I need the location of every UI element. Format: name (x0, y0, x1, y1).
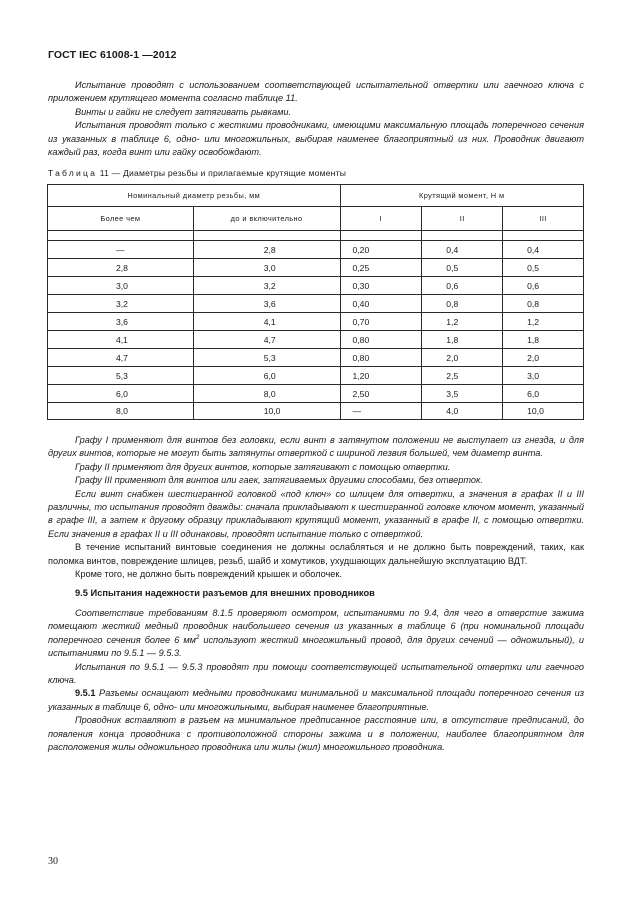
table-cell: 0,5 (422, 259, 503, 277)
table-cell: 0,25 (340, 259, 422, 277)
header-upto: до и включительно (193, 207, 340, 231)
table-cell: 0,80 (340, 331, 422, 349)
paragraph: Графу II применяют для других винтов, которые затягивают с помощью отвертки. (75, 461, 451, 472)
paragraph: Кроме того, не должно быть повреждений крышек и оболочек. (75, 569, 342, 580)
intro-text (48, 79, 584, 159)
table-cell: 6,0 (193, 367, 340, 385)
table-cell: 3,2 (193, 277, 340, 295)
table-cell: 0,6 (503, 277, 584, 295)
table-cell: 2,0 (503, 349, 584, 367)
table-row (48, 259, 584, 277)
table-cell: 3,5 (422, 385, 503, 403)
paragraph-part: используют жесткий многожильный провод, для других сечений — одножильный), и испытаниями по 9.5.1 — 9.5.3. (48, 634, 584, 659)
table-cell: 1,20 (340, 367, 422, 385)
table-cell: 6,0 (48, 385, 194, 403)
paragraph: Винты и гайки не следует затягивать рывками. (75, 106, 292, 117)
table-cell: 4,7 (48, 349, 194, 367)
header-col-ii: II (422, 207, 503, 231)
table-cell: 3,6 (193, 295, 340, 313)
page-number: 30 (48, 856, 58, 867)
header-over: Более чем (48, 207, 194, 231)
table-cell: 8,0 (48, 403, 194, 420)
table-cell: 0,40 (340, 295, 422, 313)
table-cell: 0,20 (340, 241, 422, 259)
table-cell: 0,70 (340, 313, 422, 331)
paragraph: Испытания проводят только с жесткими проводниками, имеющими максимальную площадь поперечного сечения из указанных в таблице 6, одно- или многожильных, выбирая наименее благоприятный из них. Проводник двигают каждый раз, когда винт или гайку освобождают. (48, 120, 584, 158)
table-cell: 4,1 (193, 313, 340, 331)
paragraph: Проводник вставляют в разъем на минимальное предписанное расстояние или, в отсутствие предписаний, до появления конца проводника с противоположной стороны зажима и в положении, наиболее благоприятном для расположения жилы одножильного проводника или жилы (жил) многожильного проводника. (48, 715, 584, 752)
table-cell: 6,0 (503, 385, 584, 403)
paragraph: Если винт снабжен шестигранной головкой «под ключ» со шлицем для отвертки, а значения в графах II и III различны, то испытания проводят дважды: сначала прикладывают к шестигранной головке ключом момент, указанный в графе III, а затем к другому образцу прикладывают крутящий момент, указанный в графе II, с помощью отвертки. Если значения в графах II и III одинаковы, проводят испытание только с отверткой. (48, 488, 584, 539)
table-cell: 2,5 (422, 367, 503, 385)
table-cell: 1,8 (422, 331, 503, 349)
table-cell: 5,3 (48, 367, 194, 385)
table-cell: 4,0 (422, 403, 503, 420)
table-caption-word: Таблица (48, 168, 98, 178)
paragraph-part: Разъемы оснащают медными проводниками минимальной и максимальной площади поперечного сечения из указанных в таблице 6, одно- или многожильными, выбирая наименее благоприятные. (48, 688, 584, 712)
table-cell: 2,50 (340, 385, 422, 403)
table-cell: 8,0 (193, 385, 340, 403)
table-subheader-row (48, 207, 584, 231)
table-cell: 3,0 (48, 277, 194, 295)
table-cell: 10,0 (503, 403, 584, 420)
header-col-i: I (340, 207, 422, 231)
table-cell: 0,8 (503, 295, 584, 313)
section-heading: 9.5 Испытания надежности разъемов для внешних проводников (75, 588, 375, 599)
table-cell: — (48, 241, 194, 259)
table-cell: 3,0 (503, 367, 584, 385)
table-cell: 0,5 (503, 259, 584, 277)
table-row (48, 349, 584, 367)
paragraph: Графу III применяют для винтов или гаек, затягиваемых другими способами, без отверток. (75, 475, 483, 486)
superscript: 2 (195, 634, 200, 641)
table-cell: 3,6 (48, 313, 194, 331)
table-cell: 2,8 (193, 241, 340, 259)
header-diameter: Номинальный диаметр резьбы, мм (48, 185, 341, 207)
table-cell: 3,0 (193, 259, 340, 277)
table-cell: 5,3 (193, 349, 340, 367)
table-header-row (48, 185, 584, 207)
paragraph (48, 687, 584, 714)
table-spacer (48, 231, 584, 241)
paragraph: Испытания по 9.5.1 — 9.5.3 проводят при помощи соответствующей испытательной отвертки или гаечного ключа. (48, 661, 584, 685)
table-row (48, 277, 584, 295)
table-cell: 0,30 (340, 277, 422, 295)
header-torque: Крутящий момент, Н м (340, 185, 584, 207)
table-caption (48, 168, 346, 178)
paragraph (48, 607, 584, 661)
paragraph: Испытание проводят с использованием соответствующей испытательной отвертки или гаечного ключа с приложением крутящего момента согласно таблице 11. (48, 80, 584, 104)
table-cell: 4,7 (193, 331, 340, 349)
table-cell: 2,0 (422, 349, 503, 367)
table-cell: 1,8 (503, 331, 584, 349)
table-row (48, 241, 584, 259)
table-cell: — (340, 403, 422, 420)
table-cell: 2,8 (48, 259, 194, 277)
table-row (48, 313, 584, 331)
table-cell: 10,0 (193, 403, 340, 420)
table-row (48, 403, 584, 420)
clause-number: 9.5.1 (75, 688, 96, 699)
table-row (48, 295, 584, 313)
table-row (48, 331, 584, 349)
notes-text (48, 434, 584, 754)
document-header: ГОСТ IEC 61008-1 —2012 (48, 49, 177, 61)
table-cell: 4,1 (48, 331, 194, 349)
table-caption-text: 11 — Диаметры резьбы и прилагаемые крутящие моменты (99, 168, 347, 178)
table-cell: 1,2 (422, 313, 503, 331)
table-cell: 0,4 (422, 241, 503, 259)
table-cell: 3,2 (48, 295, 194, 313)
table-row (48, 385, 584, 403)
paragraph: Графу I применяют для винтов без головки, если винт в затянутом положении не выступает из гнезда, и для других винтов, которые не могут быть затянуты отверткой с шириной лезвия большей, чем диаметр винта. (48, 435, 584, 459)
table-cell: 0,4 (503, 241, 584, 259)
table-cell: 0,8 (422, 295, 503, 313)
paragraph: В течение испытаний винтовые соединения не должны ослабляться и не должно быть повреждений, таких, как поломка винтов, повреждение шлицев, резьб, шайб и хомутиков, ухудшающих дальнейшую эксплуатацию ВДТ. (48, 542, 584, 566)
torque-table (47, 184, 584, 420)
header-col-iii: III (503, 207, 584, 231)
table-cell: 1,2 (503, 313, 584, 331)
table-cell: 0,80 (340, 349, 422, 367)
table-row (48, 367, 584, 385)
paragraph-part: Соответствие требованиям 8.1.5 проверяют осмотром, испытаниями по 9.4, для чего в отверстие зажима помещают жесткий медный проводник наибольшего сечения из указанных в таблице 6 (при номинальной площади поперечного сечения более 6 мм (48, 607, 584, 645)
table-cell: 0,6 (422, 277, 503, 295)
